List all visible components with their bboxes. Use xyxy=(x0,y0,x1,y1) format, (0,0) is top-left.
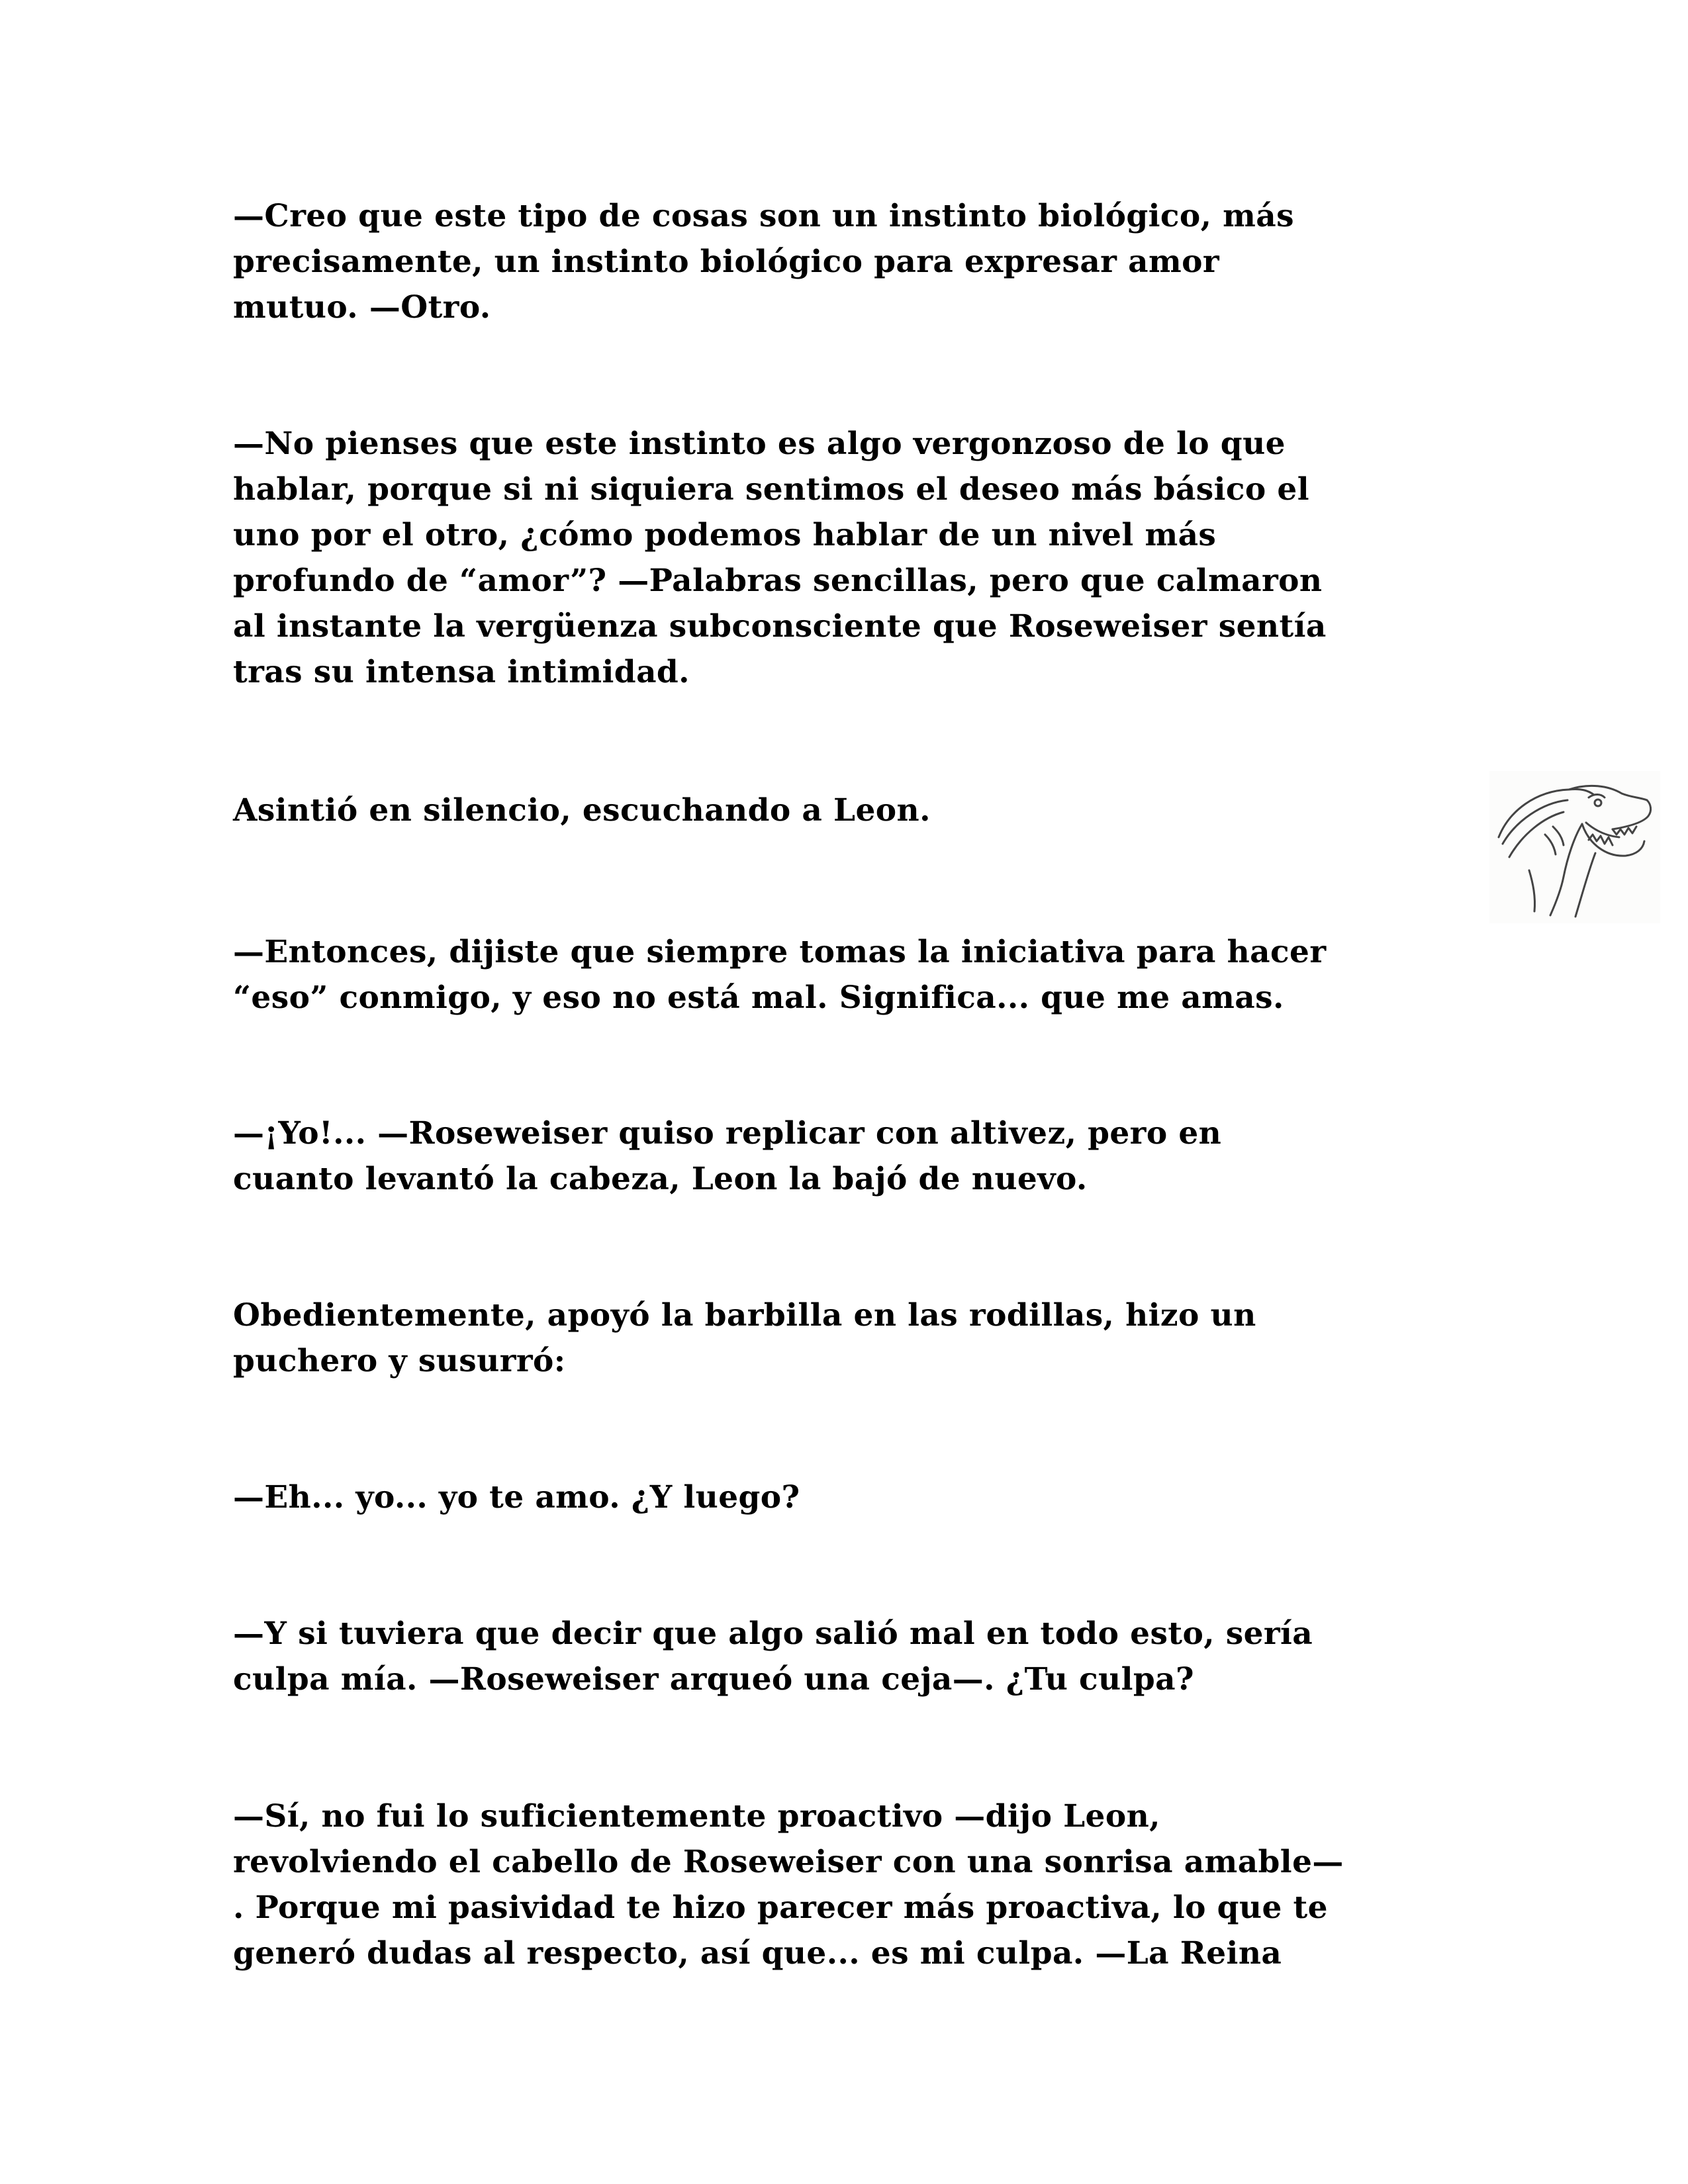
paragraph-7: —Eh... yo... yo te amo. ¿Y luego? xyxy=(233,1479,800,1516)
paragraph-3: Asintió en silencio, escuchando a Leon. xyxy=(233,792,931,829)
paragraph-5: —¡Yo!... —Roseweiser quiso replicar con altivez, pero en cuanto levantó la cabeza, Leon la bajó de nuevo. xyxy=(233,1115,1222,1197)
paragraph-1: —Creo que este tipo de cosas son un instinto biológico, más precisamente, un instinto biológico para expresar amor mutuo. —Otro. xyxy=(233,198,1295,326)
paragraph-2: —No pienses que este instinto es algo vergonzoso de lo que hablar, porque si ni siquiera sentimos el deseo más básico el uno por el otro, ¿cómo podemos hablar de un nivel más profundo de “amor”? —Palabras sencillas, pero que calmaron al instante la vergüenza subconsciente que Roseweiser sentía tras su intensa intimidad. xyxy=(233,426,1327,690)
dinosaur-head-sketch-icon xyxy=(1489,771,1660,923)
paragraph-6: Obedientemente, apoyó la barbilla en las rodillas, hizo un puchero y susurró: xyxy=(233,1297,1256,1379)
paragraph-8: —Y si tuviera que decir que algo salió mal en todo esto, sería culpa mía. —Roseweiser arqueó una ceja—. ¿Tu culpa? xyxy=(233,1615,1313,1698)
paragraph-9: —Sí, no fui lo suficientemente proactivo —dijo Leon, revolviendo el cabello de Roseweiser con una sonrisa amable— . Porque mi pasividad te hizo parecer más proactiva, lo que te generó dudas al respecto, así que... es mi culpa. —La Reina xyxy=(233,1798,1344,1972)
paragraph-4: —Entonces, dijiste que siempre tomas la iniciativa para hacer “eso” conmigo, y eso no está mal. Significa... que me amas. xyxy=(233,934,1327,1016)
